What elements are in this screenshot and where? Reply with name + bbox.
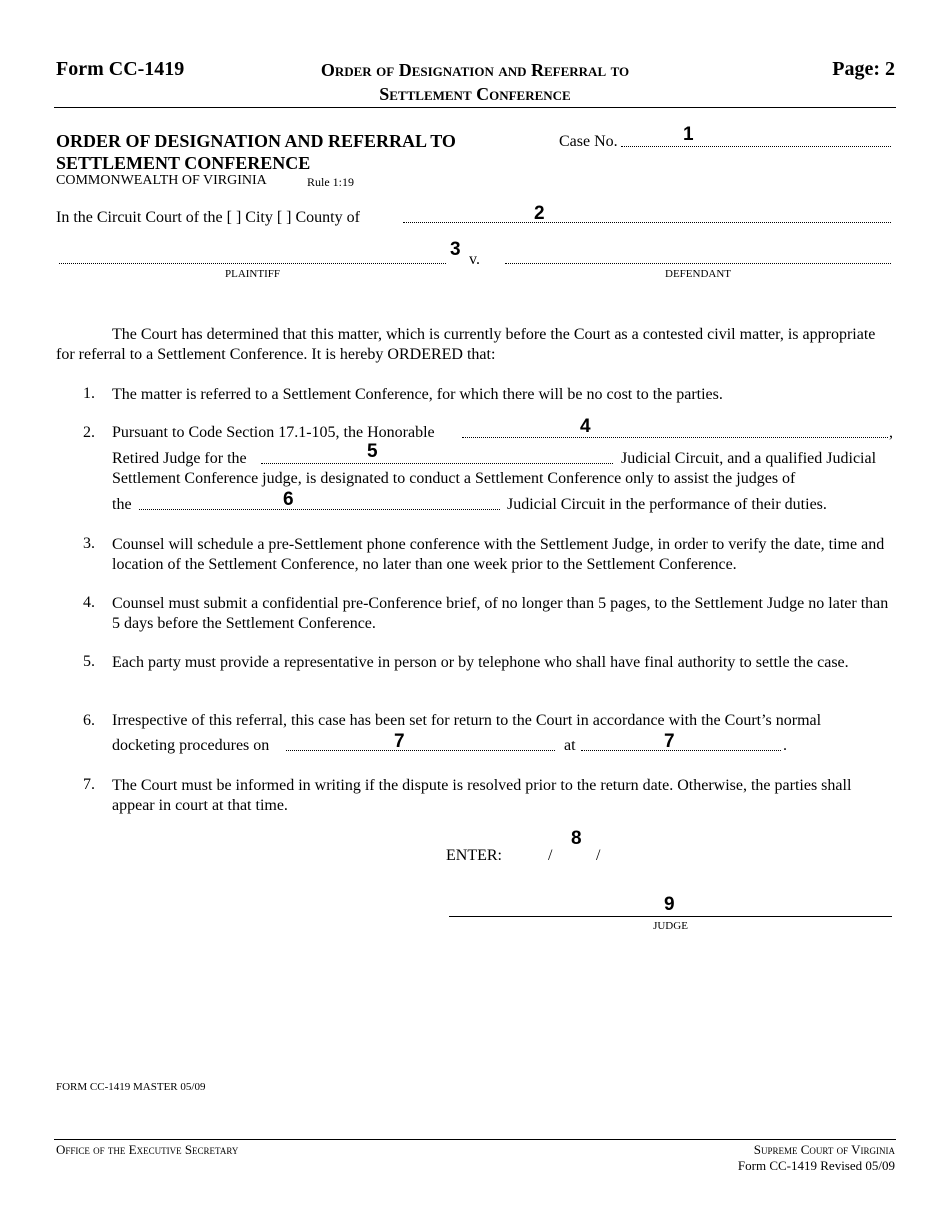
field-marker-9: 9 [664, 894, 675, 915]
judge-signature-line[interactable] [449, 916, 892, 917]
item-6-text-a: Irrespective of this referral, this case has been set for return to the Court in accordance with the Court’s normal [112, 712, 822, 729]
item-2-comma: , [889, 424, 893, 441]
item-6-text-b: docketing procedures on [112, 737, 270, 754]
court-line-label: In the Circuit Court of the [ ] City [ ] County of [56, 209, 360, 226]
field-marker-4: 4 [580, 416, 591, 437]
field-marker-2: 2 [534, 203, 545, 224]
item-5-text: Each party must provide a representative in person or by telephone who shall have final authority to settle the case. [112, 654, 849, 671]
county-city-field[interactable] [403, 222, 891, 223]
item-2-text-c: Judicial Circuit, and a qualified Judicial [621, 450, 877, 467]
item-2-text-b: Retired Judge for the [112, 450, 247, 467]
assisted-circuit-field[interactable] [139, 509, 500, 510]
item-1-number: 1. [83, 385, 95, 402]
field-marker-6: 6 [283, 489, 294, 510]
item-4-number: 4. [83, 594, 95, 611]
page-title-line-2: Settlement Conference [379, 84, 571, 104]
field-marker-5: 5 [367, 441, 378, 462]
item-7-number: 7. [83, 776, 95, 793]
revision-label: Form CC-1419 Revised 05/09 [737, 1158, 895, 1173]
office-label: Office of the Executive Secretary [56, 1142, 239, 1157]
case-no-field[interactable] [621, 146, 891, 147]
defendant-field[interactable] [505, 263, 891, 264]
caption-title-line-1: ORDER OF DESIGNATION AND REFERRAL TO [56, 131, 456, 151]
field-marker-8: 8 [571, 828, 582, 849]
item-3-text: Counsel will schedule a pre-Settlement phone conference with the Settlement Judge, in order to verify the date, time and location of the Settlement Conference, no later than one week prior to the Settlement Conference. [112, 536, 885, 573]
retired-judge-circuit-field[interactable] [261, 463, 613, 464]
field-marker-3: 3 [450, 239, 461, 260]
item-2-number: 2. [83, 424, 95, 441]
item-3-number: 3. [83, 535, 95, 552]
page-title [0, 58, 950, 106]
page-number: Page: 2 [832, 58, 895, 80]
judge-label: JUDGE [653, 920, 688, 932]
item-6-period: . [783, 737, 787, 754]
versus-label: v. [469, 251, 480, 268]
item-2-text-f: Judicial Circuit in the performance of their duties. [507, 496, 827, 513]
court-label: Supreme Court of Virginia [753, 1142, 895, 1157]
item-7-text: The Court must be informed in writing if the dispute is resolved prior to the return date. Otherwise, the parties shall appear in court at that time. [112, 777, 852, 814]
rule-label: Rule 1:19 [307, 175, 354, 189]
field-marker-7-time: 7 [664, 731, 675, 752]
form-number: Form CC-1419 [56, 58, 185, 80]
item-2-text-e: the [112, 496, 132, 513]
field-marker-7-date: 7 [394, 731, 405, 752]
item-1-text: The matter is referred to a Settlement Conference, for which there will be no cost to the parties. [112, 386, 723, 403]
caption-title-line-2: SETTLEMENT CONFERENCE [56, 153, 311, 173]
form-master-label: FORM CC-1419 MASTER 05/09 [56, 1081, 206, 1093]
item-2-text-d: Settlement Conference judge, is designated to conduct a Settlement Conference only to assist the judges of [112, 470, 796, 487]
page-title-line-1: Order of Designation and Referral to [320, 60, 630, 80]
enter-date-slash-1: / [548, 847, 553, 864]
return-time-field[interactable] [581, 750, 781, 751]
enter-label: ENTER: [446, 847, 502, 864]
case-no-label: Case No. [559, 133, 618, 150]
caption-title [56, 130, 456, 174]
enter-date-slash-2: / [596, 847, 601, 864]
item-5-number: 5. [83, 653, 95, 670]
item-6-text-c: at [564, 737, 576, 754]
header-rule [54, 107, 896, 108]
defendant-label: DEFENDANT [665, 268, 731, 280]
intro-paragraph: The Court has determined that this matter, which is currently before the Court as a contested civil matter, is appropriate for referral to a Settlement Conference. It is hereby ORDERED that: [56, 326, 876, 363]
footer-rule [54, 1139, 896, 1140]
field-marker-1: 1 [683, 124, 694, 145]
plaintiff-label: PLAINTIFF [224, 268, 280, 280]
item-4-text: Counsel must submit a confidential pre-Conference brief, of no longer than 5 pages, to the Settlement Judge no later than 5 days before the Settlement Conference. [112, 595, 889, 632]
item-2-text-a: Pursuant to Code Section 17.1-105, the Honorable [112, 424, 435, 441]
honorable-judge-field[interactable] [462, 437, 888, 438]
plaintiff-field[interactable] [59, 263, 446, 264]
item-6-number: 6. [83, 712, 95, 729]
return-date-field[interactable] [286, 750, 555, 751]
commonwealth-label: COMMONWEALTH OF VIRGINIA [56, 173, 267, 188]
